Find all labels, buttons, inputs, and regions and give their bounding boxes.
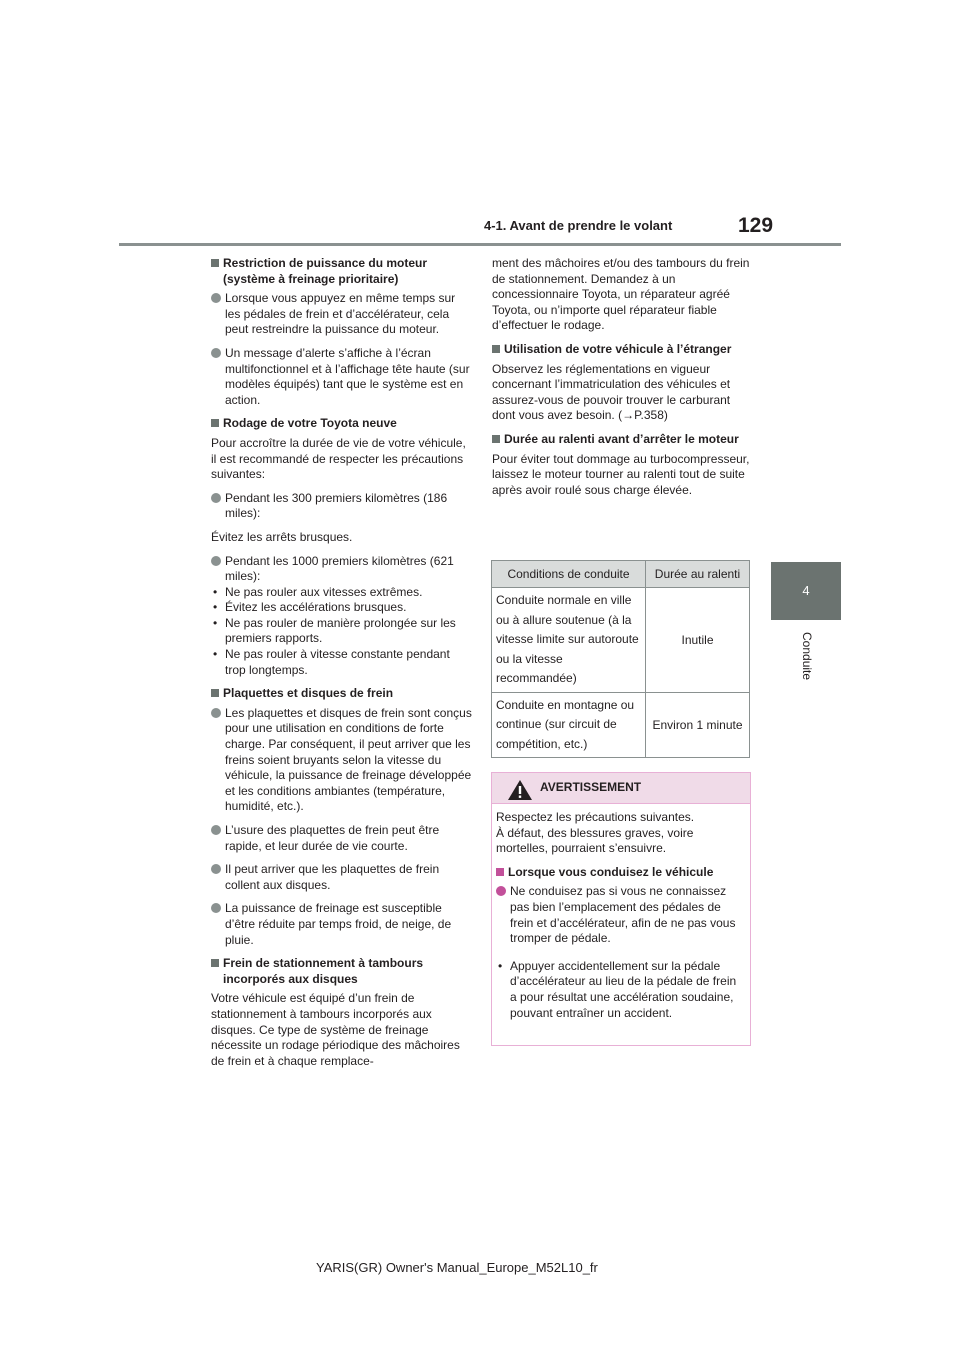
heading-abroad: Utilisation de votre véhicule à l’étranger: [492, 342, 750, 358]
heading-parking-brake: Frein de stationnement à tambours incorporés aux disques: [211, 956, 473, 987]
warning-triangle-icon: [507, 779, 533, 801]
warning-heading: Lorsque vous conduisez le véhicule: [496, 865, 746, 881]
header-divider: [119, 243, 841, 246]
paragraph: Évitez les arrêts brusques.: [211, 529, 353, 544]
list-item: Un message d’alerte s’affiche à l’écran multifonctionnel et à l’affichage tête haute (sur modèles équipés) tant que le système est en action.: [211, 346, 473, 408]
heading-power-restriction: Restriction de puissance du moteur (système à freinage prioritaire): [211, 256, 473, 287]
list-item: Il peut arriver que les plaquettes de frein collent aux disques.: [211, 862, 473, 893]
list-item: Pendant les 1000 premiers kilomètres (621 miles):: [211, 554, 473, 585]
warning-box: [491, 772, 751, 1046]
heading-break-in: Rodage de votre Toyota neuve: [211, 416, 473, 432]
warning-header: [492, 773, 750, 804]
warning-list-item: Ne conduisez pas si vous ne connaissez pas bien l’emplacement des pédales de frein et d’accélérateur, afin de ne pas vous tromper de pédale.: [496, 884, 746, 946]
idle-time-table: [491, 560, 750, 758]
paragraph: ment des mâchoires et/ou des tambours du frein de stationnement. Demandez à un concessionnaire Toyota, un réparateur agréé Toyota, ou n’importe quel réparateur fiable d’effectuer le rodage.: [492, 256, 750, 333]
left-column: [211, 256, 473, 1077]
paragraph: Pour éviter tout dommage au turbocompresseur, laissez le moteur tourner au ralenti tout de suite après avoir roulé sous charge élevée.: [492, 451, 750, 497]
table-cell: Conduite en montagne ou continue (sur circuit de compétition, etc.): [492, 692, 646, 758]
list-item: Les plaquettes et disques de frein sont conçus pour une utilisation en conditions de forte charge. Par conséquent, il peut arriver que les freins soient bruyants selon la vitesse du véhicule, la puissance de freinage développée et les conditions ambiantes (température, humidité, etc.).: [211, 706, 473, 815]
table-cell: Environ 1 minute: [646, 692, 750, 758]
section-title: 4-1. Avant de prendre le volant: [484, 218, 673, 233]
footer-text: YARIS(GR) Owner's Manual_Europe_M52L10_fr: [316, 1260, 598, 1275]
chapter-label: Conduite: [800, 632, 814, 681]
warning-intro: À défaut, des blessures graves, voire mortelles, pourraient s’ensuivre.: [496, 825, 694, 856]
sub-list-item: • Ne pas rouler à vitesse constante pendant trop longtemps.: [211, 647, 473, 678]
list-item: La puissance de freinage est susceptible d’être réduite par temps froid, de neige, de pluie.: [211, 901, 473, 948]
table-header-row: [492, 561, 750, 588]
paragraph: Pour accroître la durée de vie de votre véhicule, il est recommandé de respecter les précautions suivantes:: [211, 435, 466, 482]
list-item: Lorsque vous appuyez en même temps sur les pédales de frein et d’accélérateur, cela peut restreindre la puissance du moteur.: [211, 291, 473, 338]
paragraph: Observez les réglementations en vigueur concernant l’immatriculation des véhicules et assurez-vous de pouvoir trouver le carburant dont vous avez besoin. (→P.358): [492, 361, 731, 423]
list-item: Pendant les 300 premiers kilomètres (186 miles):: [211, 491, 473, 522]
warning-sub-item: • Appuyer accidentellement sur la pédale d’accélérateur au lieu de la pédale de frein a pour résultat une accélération soudaine, pouvant entraîner un accident.: [496, 959, 746, 1021]
table-cell: Conduite normale en ville ou à allure soutenue (à la vitesse limite sur autoroute ou la vitesse recommandée): [492, 588, 646, 693]
warning-title: AVERTISSEMENT: [540, 780, 642, 794]
table-header-cell: Conditions de conduite: [492, 561, 646, 588]
table-header-cell: Durée au ralenti: [646, 561, 750, 588]
warning-body: [492, 804, 750, 1021]
sub-list-item: • Ne pas rouler aux vitesses extrêmes.: [211, 585, 473, 601]
warning-intro: Respectez les précautions suivantes.: [496, 810, 695, 824]
right-column: [492, 256, 750, 506]
sub-list-item: • Évitez les accélérations brusques.: [211, 600, 473, 616]
page-number: 129: [738, 214, 774, 237]
heading-idle-time: Durée au ralenti avant d’arrêter le moteur: [492, 432, 750, 448]
table-row: [492, 588, 750, 693]
list-item: L’usure des plaquettes de frein peut être rapide, et leur durée de vie courte.: [211, 823, 473, 854]
table-row: [492, 692, 750, 758]
table-cell: Inutile: [646, 588, 750, 693]
heading-brake-pads: Plaquettes et disques de frein: [211, 686, 473, 702]
chapter-tab[interactable]: 4: [771, 562, 841, 620]
paragraph: Votre véhicule est équipé d’un frein de stationnement à tambours incorporés aux disques. Ce type de système de freinage nécessite un rodage périodique des mâchoires de frein et à chaque remplace-: [211, 991, 460, 1068]
sub-list-item: • Ne pas rouler de manière prolongée sur les premiers rapports.: [211, 616, 473, 647]
